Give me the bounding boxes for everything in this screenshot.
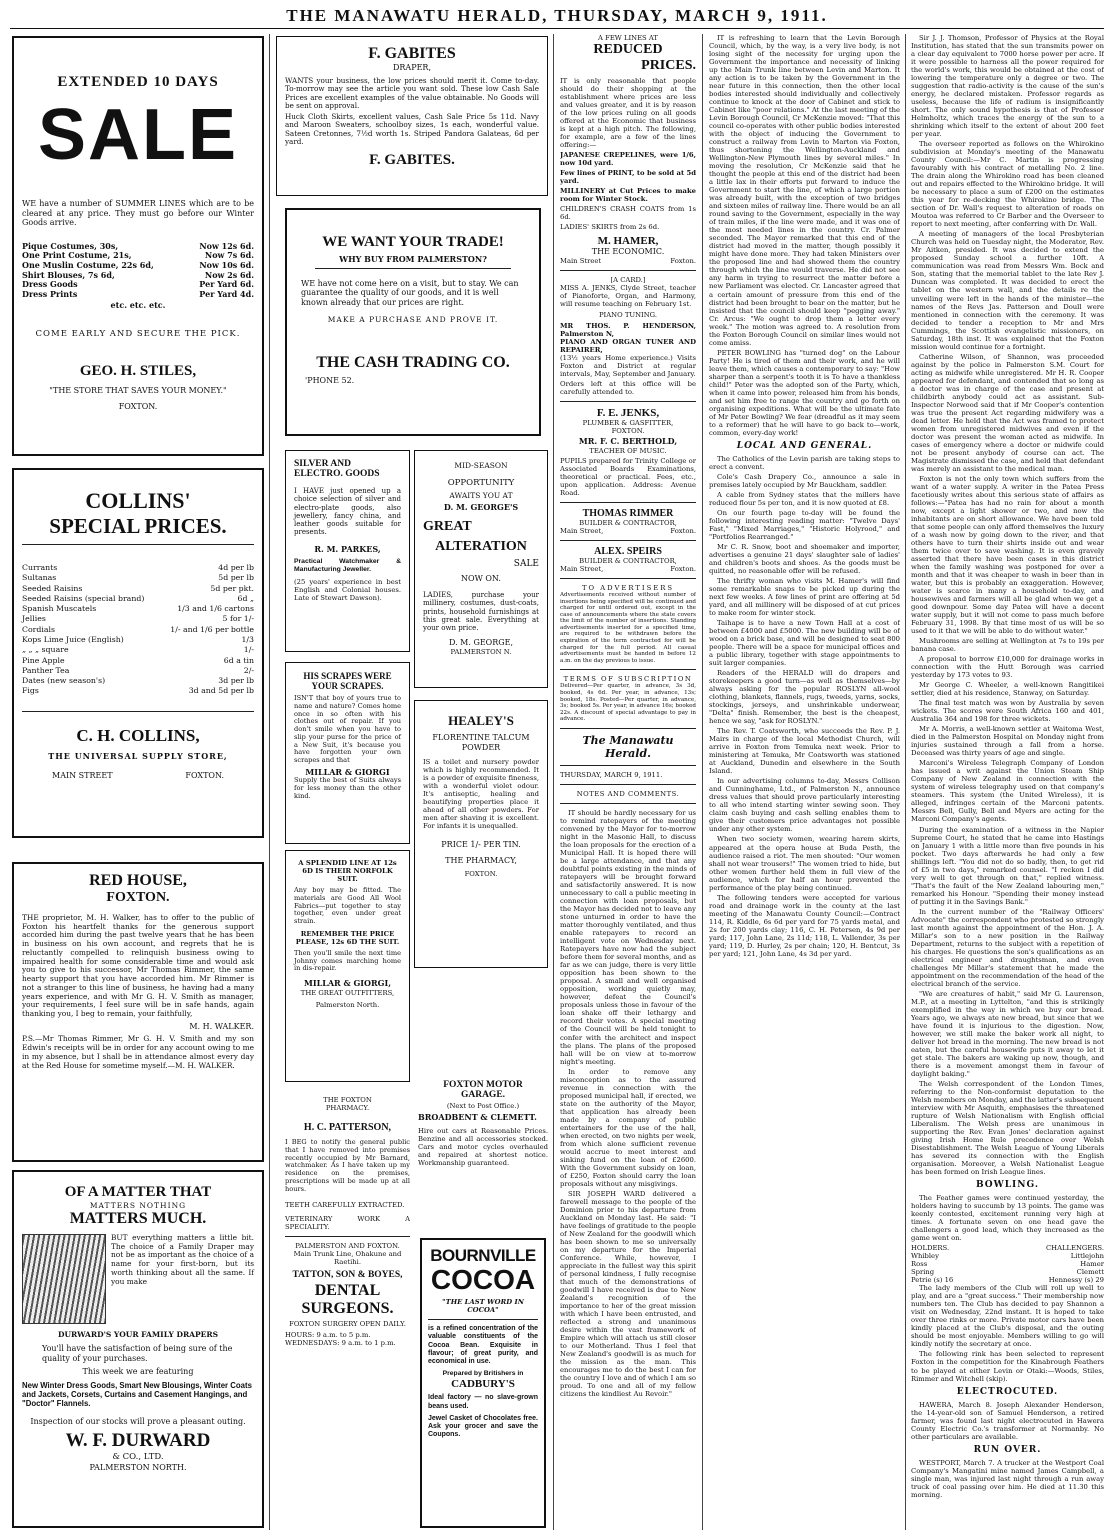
sale-extended: EXTENDED 10 DAYS bbox=[57, 74, 219, 90]
local-item: On our fourth page to-day will be found the following interesting reading matter: "Twelve Days' Fast," "Mixed Marriages," "Historic Holyrood," and "Portfolios Rearranged." bbox=[709, 508, 900, 541]
ad-gabites bbox=[276, 36, 548, 196]
garage-title: FOXTON MOTOR bbox=[443, 1080, 523, 1090]
collins-price: 1/- and 1/6 per bottle bbox=[170, 624, 254, 634]
millar-remember: REMEMBER THE PRICE PLEASE, 12s 6D THE SUIT. bbox=[295, 929, 400, 946]
george-l8: NOW ON. bbox=[461, 573, 501, 583]
bowling-challengers: CHALLENGERS. bbox=[1045, 1244, 1104, 1253]
local-item: Sir J. J. Thomson, Professor of Physics at the Royal Institution, has stated that the sun transmits power on a clear day equivalent to 7000 horse power per acre. If it were possible to harness all the power required for the world's work, this would be obtained at the cost of lowering the temperature only a degree or two. The suggestion that radio-activity is the cause of the sun's energy, he declared mistaken. Professor regards as useless, because the life of radium is insignificantly short. The only sound hypothesis is that of Professor Helmholtz, which traces the energy of the sun to a shrinking which itself to the extent of about 200 feet per year. bbox=[911, 34, 1104, 139]
card-speirs: ALEX. SPEIRS bbox=[594, 545, 662, 557]
bowling-holder: Spring bbox=[911, 1268, 935, 1277]
local-item: The overseer reported as follows on the Whirokino subdivision at Monday's meeting of the Manawatu County Council:—Mr C. Martin is progressing favourably with his contract of metalling No. 2 line. The drain along the Whirokino road has been cleaned out and repairs effected to the Whirokino bridge. It will be necessary to place a sum of £200 on the estimates this year for re-decking the Whirokino bridge. The section of Dr. Wall's request to alteration of roads on Moutoa was referred to Cr Barber and the Overseer to report to next meeting, after conferring with Dr. Wall. bbox=[911, 140, 1104, 229]
durward-title-2: MATTERS NOTHING bbox=[89, 1201, 187, 1210]
local-item: "We are creatures of habit," said Mr G. Laurenson, M.P., at a meeting in Lyttelton, "and this is strikingly exemplified in the way in which we buy our bread. Years ago, we always ate new bread, but since that we have found it is injurious to the digestion. Now, however, we still make the baker work all night, to deliver hot bread in the morning. The new bread is not eaten, but the careful housewife puts it away to let it get stale. The bakers are waking up now, though, and there is a movement amongst them in favour of daylight baking." bbox=[911, 989, 1104, 1078]
local-item: Cole's Cash Drapery Co., announce a sale in premises lately occupied by Mr Bauckham, saddler. bbox=[709, 472, 900, 489]
ad-collins bbox=[12, 468, 264, 838]
garage-sub: (Next to Post Office.) bbox=[446, 1102, 520, 1110]
cash-firm: THE CASH TRADING CO. bbox=[316, 354, 510, 372]
sale-word: SALE bbox=[37, 95, 239, 175]
card-foxton: FOXTON. bbox=[611, 427, 645, 436]
local-item: The following tenders were accepted for various road and drainage work in the county at the last meeting of the Manawatu County Council:—Contract 114, R. Kiddle, 6s 6d per yard for 75 yards metal, and 2s for 200 yards clay; 116, C. H. Petersen, 4s 9d per yard; 117, John Lane, 2s 11d; 118, L. Vallender, 3s per yard; 119, D. Hurley, 2s per chain; 120, H. Bentcut, 3s per yard; 121, John Lane, 4s 3d per yard. bbox=[709, 893, 900, 958]
cocoa-brand: BOURNVILLE bbox=[430, 1246, 536, 1265]
garage-body: Hire out cars at Reasonable Prices. Benzine and all accessories stocked. Cars and motor cycles overhauled and repaired at shortest notice. Workmanship guaranteed. bbox=[418, 1126, 548, 1167]
gabites-sign: F. GABITES. bbox=[369, 152, 455, 169]
sale-item: Dress Goods bbox=[22, 279, 78, 290]
sale-price: Now 12s 6d. bbox=[199, 240, 254, 251]
george-body: LADIES, purchase your millinery, costumes, dust-coats, prints, household furnishings at this great sale. Everything at your own price. bbox=[423, 591, 539, 633]
millar-firm-2: MILLAR & GIORGI, bbox=[303, 978, 392, 989]
collins-price: 3d and 5d per lb bbox=[188, 686, 254, 696]
millar-body: ISN'T that boy of yours true to name and nature? Comes home once in so often with his clothes out of repair. If you don't smile when you have to slip your purse for the price of a New Suit, it's because you have forgotten your own scrapes and that bbox=[294, 694, 401, 765]
bowling-challenger: Hamer bbox=[1080, 1260, 1104, 1269]
local-item: The Welsh correspondent of the London Times, referring to the Non-conformist deputation to the Welsh members on Monday, and the latter's subsequent interview with Mr Asquith, emphasises the threatened rupture of Welsh Nationalism with English official Liberalism. The Welsh press are unanimous in supporting the Rev. Evan Jones' declaration against giving Irish Home Rule precedence over Welsh Disestablishment. The Welsh League of Young Liberals has severed its connection with the English organisation. Moreover, a Welsh Nationalist League has been formed on Irish League lines. bbox=[911, 1079, 1104, 1177]
durward-lines: New Winter Dress Goods, Smart New Blousings, Winter Coats and Jackets, Corsets, Curtains and Casement Hangings, and "Doctor" Flannels. bbox=[22, 1380, 252, 1409]
gabites-sub: DRAPER, bbox=[392, 63, 431, 72]
column-5 bbox=[911, 34, 1104, 1530]
bowling-team-row bbox=[911, 1268, 1104, 1276]
notes-paragraph: IT is refreshing to learn that the Levin Borough Council, which, by the way, is a very live body, is not losing sight of the necessity for urging upon the Government the importance and necessity of linking up the Main Trunk line between Levin and Marton. It any action is to be taken by the Government in the near future in this connection, then the other local bodies interested should individually and collectively continue to knock at the door of Cabinet and stick to Cabinet like "poor relations." At the last meeting of the Levin Borough Council, Cr McKenzie moved: "That this council co-operates with other public bodies interested with the object of inducing the Government to construct a railway from Levin to Marton via Foxton, thus shortening the Wellington-Auckland and Wellington-New Plymouth lines by several miles." In moving the resolution, Cr McKenzie said that he thought the people at this end of the district had been a little lax in their efforts put forward to induce the Government to start the line, of which a large portion was already built, with the exception of two bridges and sixteen miles of railway line. There would be an all round saving to the Government, especially in the way of train miles, if the line were made, and it was one of the most needed lines in the country. Cr. Palmer seconded. The Mayor remarked that this end of the district had moved in the matter, though possibly it might have done more. They had taken Ministers over the proposed line and had showed them the country through which the line would traverse. He did not see any harm in trying to resurrect the matter before a new Parliament was elected. Cr. Lancaster agreed that a certain amount of pressure from this end of the district had been brought to bear on the matter, but he insisted that the council should keep "pegging away." Cr. Arcus: "We ought to drop them a letter every week." The motion was agreed to. A resolution from the Foxton Borough Council on similar lines would not come amiss. bbox=[709, 34, 900, 347]
millar-body-3: Any boy may be fitted. The materials are Good All Wool Fabrics—put together to stay together, even under great strain. bbox=[294, 886, 401, 926]
healey-sub: FLORENTINE TALCUM POWDER bbox=[432, 733, 530, 752]
hamer-head: A FEW LINES AT bbox=[598, 34, 658, 42]
sale-price: Now 7s 6d. bbox=[204, 250, 254, 261]
millar-firm: MILLAR & GIORGI bbox=[305, 766, 390, 777]
hamer-line: Few lines of PRINT, to be sold at 5d yard. bbox=[560, 169, 696, 186]
healey-town: FOXTON. bbox=[464, 869, 498, 878]
patterson-head-2: PHARMACY. bbox=[325, 1104, 370, 1113]
sale-etc: etc. etc. etc. bbox=[110, 300, 166, 311]
bowling-team-header bbox=[911, 1244, 1104, 1252]
redhouse-ps: P.S.—Mr Thomas Rimmer, Mr G. H. V. Smith and my son Edwin's receipts will be in order for any account owing to me in my absence, but I shall be in attendance almost every day at the Red House for sometime myself.—M. H. WALKER. bbox=[22, 1034, 254, 1070]
column-4 bbox=[709, 34, 900, 1530]
notes-paragraph: In order to remove any misconception as to the assured revenue in connection with the proposed municipal hall, if erected, we state on the authority of the Mayor, that application has already been made by a company of public entertainers for the use of the hall, when erected, on two nights per week, from which alone sufficient revenue would accrue to meet interest and sinking fund on the loan of £2600. With the Government subsidy on loan, of £250, Foxton should carry the loan proposals without any misgivings. bbox=[560, 1067, 696, 1188]
sale-intro: WE have a number of SUMMER LINES which are to be cleared at any price. They must go before our Winter Goods arrive. bbox=[22, 199, 254, 228]
column-3 bbox=[560, 34, 696, 1530]
collins-item: Seeded Raisins bbox=[22, 583, 83, 593]
collins-price: 2/- bbox=[243, 665, 254, 675]
ad-durward bbox=[12, 1170, 264, 1528]
sale-item: Dress Prints bbox=[22, 288, 78, 299]
millar-body-2: Supply the best of Suits always for less money than the other kind. bbox=[294, 776, 401, 801]
redhouse-subtitle: FOXTON. bbox=[106, 890, 170, 905]
collins-price: 5d per pkt. bbox=[210, 583, 254, 593]
bowling-challenger: Hennessy (s) 29 bbox=[1048, 1276, 1104, 1285]
ad-george bbox=[414, 450, 548, 688]
bowling-holder: Petrie (s) 16 bbox=[911, 1276, 954, 1285]
parkes-body: I HAVE just opened up a choice selection of silver and electro-plate goods, also jewellery, fancy china, and leather goods suitable for presents. bbox=[294, 487, 401, 537]
collins-price-list bbox=[22, 563, 254, 697]
local-item: In the current number of the "Railway Officers' Advocate" the correspondent who protested so strongly last month against the appointment of the Hon. J. A. Millar's son to a new position in the Railway Department, returns to the subject with a repetition of his charges. He questions the son's qualifications as an electrical engineer and draughtsman, and even challenges Mr Millar's statement that he made the appointment on the recommendation of the head of the electrical branch of the service. bbox=[911, 907, 1104, 988]
bowling-holder: Whibley bbox=[911, 1252, 939, 1261]
cocoa-tagline: "THE LAST WORD IN COCOA" bbox=[442, 1298, 524, 1315]
durward-title-1: OF A MATTER THAT bbox=[64, 1184, 212, 1200]
local-item: Foxton is not the only town which suffers from the want of a water supply. A writer in the Patea Press facetiously writes about this serious state of affairs as follows:—"Patea has had no rain for about a month now, except a light shower or two, and now the inhabitants are on short allowance. We have been told that some people can only afford themselves the luxury of a wash now by going down to the river, and that others have to turn their shirts inside out and wear them twice over to save washing. It is even gravely asserted that there have been cases in this district when the family washing was postponed for over a month and that it was cheaper to wash in beer than in water, but this is probably an exaggeration. However, water is scarce in many a household to-day, and housewives and farmers will all be glad when we get a good downpour. Some day Patea will have a decent water supply, but it will not come to pass much before February 31, 1998. By that time most of us will be so used to it that we will be able to do without water." bbox=[911, 474, 1104, 636]
card-music: TEACHER OF MUSIC. bbox=[589, 446, 667, 455]
collins-address bbox=[52, 771, 224, 781]
collins-price: 3d per lb bbox=[218, 676, 254, 686]
millar-splendid: A SPLENDID LINE AT 12s 6D IS THEIR NORFOLK SUIT. bbox=[298, 859, 397, 884]
cash-body: WE have not come here on a visit, but to stay. We can guarantee the quality of our goods, and it is well known already that our prices are right. bbox=[301, 278, 519, 307]
patterson-dental: DENTAL SURGEONS. bbox=[301, 1282, 394, 1318]
bowling-team-row bbox=[911, 1252, 1104, 1260]
bowling-report: The lady members of the Club will roll up well to play, and are a "great success." Their membership now numbers ten. The Club has decided to pay Shannon a visit on Wednesday, 22nd instant. It is hoped to take over three rinks or more. Private motor cars have been kindly placed at the Club's disposal, and the outing should be most enjoyable. Members willing to go will kindly notify the secretary at once. bbox=[911, 1284, 1104, 1349]
sale-firm: GEO. H. STILES, bbox=[79, 363, 197, 380]
collins-item: Kops Lime Juice (English) bbox=[22, 634, 124, 644]
local-item: A meeting of managers of the local Presbyterian Church was held on Tuesday night, the Moderator, Rev. Mr Aitken, presided. It was decided to extend the proposed Sunday school a further 10ft. A communication was read from Messrs Wm. Bock and Son, stating that the memorial tablet to the late Rev J. Duncan was completed. It was decided to erect the tablet on the western wall, and the details re the unveiling were left in the hands of the minister—the names of the Revs Jas. Patterson and Doull were mentioned in connection with the ceremony. It was decided to tender a reception to Mr and Mrs Cummings, the Scottish evangelistic missioners, on Saturday, 18th inst. It was explained that the Foxton mission would continue for a fortnight. bbox=[911, 230, 1104, 351]
local-item: A cable from Sydney states that the millers have reduced flour 5s per ton, and it is now quoted at £8. bbox=[709, 490, 900, 507]
run-over-head: RUN OVER. bbox=[973, 1444, 1042, 1455]
durward-inspection: Inspection of our stocks will prove a pleasant outing. bbox=[30, 1416, 246, 1426]
masthead-rule bbox=[10, 28, 1104, 29]
card-jenks: MISS A. JENKS, Clyde Street, teacher of Pianoforte, Organ, and Harmony, will resume teaching on February 1st. bbox=[560, 283, 696, 308]
notes-paragraph: PETER BOWLING has "turned dog" on the Labour Party! He is tired of them and their work, and he will leave them, which causes a contemporary to say: "How sharper than a serpent's tooth it is To have a thankless child!" Peter was the adopted son of the Party, which, when it came into power, released him from his bonds, and set him free to range the country and go forth on organising expeditions. What will be the ultimate fate of Mr Peter Bowling? We fear (dreadful as it may seem to a reformer) that he will have to go back to—work, common, every-day work! bbox=[709, 348, 900, 437]
sale-item: Pique Costumes, 30s, bbox=[22, 240, 119, 251]
george-l7: SALE bbox=[513, 558, 539, 569]
hamer-line: MILLINERY at Cut Prices to make room for Winter Stock. bbox=[560, 187, 696, 204]
collins-town: FOXTON. bbox=[185, 771, 224, 781]
local-item: A proposal to borrow £10,000 for drainage works in connection with the Hutt Borough was carried yesterday by 173 votes to 93. bbox=[911, 655, 1104, 680]
gabites-body: WANTS your business, the low prices should merit it. Come to-day. To-morrow may see the article you want sold. These low Cash Sale Prices are excellent examples of the value obtainable. No Goods will be sent on approval. bbox=[285, 75, 539, 111]
ad-red-house bbox=[12, 862, 264, 1162]
collins-price: 6d a tin bbox=[223, 655, 254, 665]
collins-price: 5 for 1/- bbox=[222, 614, 254, 624]
local-item: The Catholics of the Levin parish are taking steps to erect a convent. bbox=[709, 454, 900, 471]
garage-title-2: GARAGE. bbox=[460, 1090, 506, 1100]
sale-item: One Print Costume, 21s, bbox=[22, 250, 132, 261]
patterson-name: H. C. PATTERSON, bbox=[303, 1122, 392, 1134]
sale-item: Shirt Blouses, 7s 6d, bbox=[22, 269, 115, 280]
parkes-trade: Practical Watchmaker & Manufacturing Jeweller. bbox=[294, 558, 401, 574]
collins-title: COLLINS' bbox=[85, 488, 191, 513]
card-label: [A CARD.] bbox=[610, 275, 646, 284]
patterson-office: PALMERSTON AND FOXTON. bbox=[295, 1242, 400, 1251]
card-foxton-2: Foxton. bbox=[670, 526, 696, 535]
gabites-body-2: Huck Cloth Skirts, excellent values, Cash Sale Price 5s 11d. Navy and Maroon Sweaters, schoolboy sizes, 1s each, wonderful value. Sateen Cretonnes, 7½d worth 1s. Striped Pandora Galateas, 6d per yard. bbox=[285, 111, 539, 146]
hamer-head-2: REDUCED bbox=[593, 42, 663, 58]
cash-sub: WHY BUY FROM PALMERSTON? bbox=[339, 254, 487, 264]
local-item: Readers of the HERALD will do drapers and storekeepers a good turn—as well as themselves—by always asking for the popular ROSLYN all-wool clothing, blankets, flannels, rugs, tweeds, yarns, socks, stockings, jerseys, and unshrinkable underwear, "Delta" finish. Remember, the best is the cheapest, hence we say, "ask for ROSLYN." bbox=[709, 669, 900, 726]
card-builder: BUILDER & CONTRACTOR, bbox=[579, 518, 677, 527]
column-divider bbox=[553, 34, 554, 1530]
sale-item: One Muslin Costume, 22s 6d, bbox=[22, 259, 154, 270]
collins-item: „ „ „ square bbox=[22, 645, 69, 655]
collins-price: 6d „ bbox=[237, 593, 254, 603]
collins-price: 4d per lb bbox=[218, 563, 254, 572]
card-main-street: Main Street, bbox=[560, 526, 604, 535]
durward-town: PALMERSTON NORTH. bbox=[89, 1462, 187, 1472]
collins-firm: C. H. COLLINS, bbox=[76, 725, 200, 745]
card-rimmer: THOMAS RIMMER bbox=[582, 507, 674, 519]
card-henderson-2: PIANO AND ORGAN TUNER AND REPAIRER, bbox=[560, 338, 696, 355]
millar-title: HIS SCRAPES WERE bbox=[303, 671, 392, 681]
cocoa-cadbury: CADBURY'S bbox=[451, 1378, 515, 1391]
millar-outfitters: THE GREAT OUTFITTERS, bbox=[300, 988, 395, 997]
electrocuted-report: HAWERA, March 8. Joseph Alexander Henderson, the 14-year-old son of Samuel Henderson, a retired farmer, was found last night electrocuted in Hawera County Electric Co.'s transformer at Normanby. No other particulars are available. bbox=[911, 1400, 1104, 1441]
terms-body: Delivered—Per quarter, in advance, 3s 3d, booked, 4s 6d. Per year, in advance, 13s; booked, 18s. Posted—Per quarter, in advance, 3s; booked 5s. Per year, in advance 16s; booked 22s. A discount of special advantage to pay in advance. bbox=[560, 683, 696, 723]
george-town: PALMERSTON N. bbox=[450, 648, 512, 657]
cocoa-body: is a refined concentration of the valuable constituents of the Cocoa Bean. Exquisite in flavour; of great purity, and economical in use. bbox=[428, 1325, 538, 1366]
hamer-head-3: PRICES. bbox=[641, 58, 696, 74]
parkes-firm: R. M. PARKES, bbox=[314, 543, 381, 554]
bowling-report: The Feather games were continued yesterday, the holders having to succumb by 13 points. The game was keenly contested, excitement running very high at times. A fortunate seven on one head gave the challengers a good lead, which they increased as the game went on. bbox=[911, 1194, 1104, 1243]
advertisers-head: TO ADVERTISERS bbox=[582, 583, 674, 592]
durward-title-3: MATTERS MUCH. bbox=[69, 1210, 207, 1227]
terms-head: TERMS OF SUBSCRIPTION bbox=[563, 675, 693, 684]
collins-item: Sultanas bbox=[22, 573, 57, 583]
bowling-holder: Ross bbox=[911, 1260, 928, 1269]
advertisers-body: Advertisements received without number of insertions being specified will be continued and charged for until ordered out, except in the case of announcements where the state covers the limit of the number of insertions. Standing advertisements inserted for a specified time, are required to be withdrawn before the expiration of the term contracted for will be charged for the full period. All casual advertisements must be handed in before 12 a.m. on the day previous to issue. bbox=[560, 591, 696, 664]
durward-firm: W. F. DURWARD bbox=[65, 1430, 211, 1452]
card-main-street-2: Main Street, bbox=[560, 564, 604, 573]
patterson-head: THE FOXTON bbox=[323, 1096, 372, 1104]
card-foxton-3: Foxton. bbox=[670, 564, 696, 573]
bowling-team-row bbox=[911, 1276, 1104, 1284]
millar-title-2: YOUR SCRAPES. bbox=[311, 681, 384, 691]
cocoa-ideal: Ideal factory — no slave-grown beans used. bbox=[428, 1394, 538, 1410]
sale-town: FOXTON. bbox=[118, 401, 158, 411]
ad-millar-giorgi-2 bbox=[285, 850, 410, 1082]
notes-paragraph: SIR JOSEPH WARD delivered a farewell message to the people of the Dominion prior to his departure from Auckland on Monday last. He said: "I have feelings of gratitude to the people of New Zealand for the goodwill which has been shown to me so universally on my departure for the Imperial Conference. While, however, I appreciate in the fullest way this spirit of personal kindness, I fully recognise that much of the demonstrations of goodwill I have received is due to New Zealand's recognition of the importance to her of the great mission with which I have been entrusted, and reflected a strong and unanimous desire within the vast framework of Empire which will attach us still closer to our Motherland. Thus I feel that New Zealand's goodwill is as much for the mission as the man. This encourages me to do the best I can for the country I love and of which I am so proud. To one and all of my fellow citizens the kindliest Au Revoir." bbox=[560, 1189, 696, 1399]
healey-body: IS a toilet and nursery powder which is highly recommended. It is a powder of exquisite fineness, with a wonderful violet odour. It's antiseptic, healing and beautifying properties place it ahead of all other powders. For men after shaving it is excellent. For infants it is unequalled. bbox=[423, 758, 539, 831]
hamer-line: CHILDREN'S CRASH COATS from 1s 6d. bbox=[560, 205, 696, 222]
local-item: During the examination of a witness in the Napier Supreme Court, he stated that he came into Hastings on January 1 with a little more than five pounds in his pocket. Two days afterwards he had only a few shillings left. "You did not do so badly, then, to get rid of £5 in two days," remarked counsel. "I reckon I did very well to get through on that," replied witness. "That's the fault of the New Zealand labouring men," remarked his Honour. "Spending their money instead of putting it in the Savings Bank." bbox=[911, 825, 1104, 906]
run-over-report: WESTPORT, March 7. A trucker at the Westport Coal Company's Mangatini mine named James Campbell, a single man, was injured last night through a run away truck of coal passing over him. He died at 11.30 this morning. bbox=[911, 1458, 1104, 1499]
durward-ltd: & CO., LTD. bbox=[112, 1452, 164, 1463]
bowling-challenger: Littlejohn bbox=[1070, 1252, 1104, 1261]
local-item: In our advertising columns to-day, Messrs Collison and Cunninghame, Ltd., of Palmerston N., announce dress values that should prove particularly interesting to all who intend starting winter sewing soon. They claim cash buying and cash selling enables them to give their customers price advantages not possible under any other system. bbox=[709, 777, 900, 834]
patterson-surgery: FOXTON SURGERY OPEN DAILY. bbox=[289, 1320, 406, 1329]
sale-price: Now 10s 6d. bbox=[199, 259, 254, 270]
ad-patterson bbox=[285, 1096, 410, 1528]
herald-title: The Manawatu Herald. bbox=[582, 734, 674, 761]
healey-title: HEALEY'S bbox=[448, 713, 514, 728]
cash-phone: 'PHONE 52. bbox=[305, 376, 355, 386]
george-l5: GREAT bbox=[423, 518, 472, 534]
george-l6: ALTERATION bbox=[435, 538, 527, 554]
local-item: Mr A. Morris, a well-known settler at Waitoma West, died in the Palmerston Hospital on Monday night from injuries sustained through a fall from a horse. Deceased was thirty years of age and single. bbox=[911, 725, 1104, 758]
card-orders: Orders left at this office will be carefully attended to. bbox=[560, 380, 696, 397]
collins-item: Figs bbox=[22, 686, 39, 696]
herald-date: THURSDAY, MARCH 9, 1911. bbox=[560, 771, 663, 780]
ad-garage bbox=[418, 1080, 548, 1200]
card-plumber: PLUMBER & GASFITTER, bbox=[582, 419, 674, 428]
local-item: Taihape is to have a new Town Hall at a cost of between £4000 and £5000. The new building will be of wood on a brick base, and will be designed to seat 800 people. There will be a space for municipal offices and a public library, together with stage appointments to suit larger companies. bbox=[709, 619, 900, 668]
local-general-head: LOCAL AND GENERAL. bbox=[736, 440, 873, 451]
durward-body: BUT everything matters a little bit. The choice of a Family Draper may not be as important as the choice of a name for your first-born, but its worth thinking about all the same. If you make bbox=[111, 1233, 254, 1286]
collins-item: Dates (new season's) bbox=[22, 676, 106, 686]
collins-price: 1/3 and 1/6 cartons bbox=[177, 604, 254, 614]
electrocuted-head: ELECTROCUTED. bbox=[956, 1386, 1059, 1397]
card-berthold: MR. F. C. BERTHOLD, bbox=[578, 436, 678, 447]
millar-body-4: Then you'll smile the next time Johnny comes marching home in dis-repair. bbox=[294, 948, 401, 973]
hamer-firm: M. HAMER, bbox=[597, 235, 659, 248]
collins-price: 1/- bbox=[243, 645, 254, 655]
cash-title: WE WANT YOUR TRADE! bbox=[322, 234, 504, 250]
durward-drapers: DURWARD'S YOUR FAMILY DRAPERS bbox=[57, 1330, 219, 1339]
collins-item: Jellies bbox=[22, 614, 46, 624]
column-divider bbox=[702, 34, 703, 1530]
patterson-firm: TATTON, SON & BOYES, bbox=[292, 1270, 403, 1281]
bowling-team-row bbox=[911, 1260, 1104, 1268]
redhouse-title: RED HOUSE, bbox=[89, 872, 187, 889]
card-pupils: PUPILS prepared for Trinity College or Associated Boards Examinations, theoretical or practical. Fees, etc., upon application. Address: Avenue Road. bbox=[560, 456, 696, 497]
bowling-head: BOWLING. bbox=[976, 1180, 1039, 1191]
george-l1: MID-SEASON bbox=[454, 461, 508, 470]
collins-item: Cordials bbox=[22, 624, 56, 634]
notes-paragraph: IT should be hardly necessary for us to remind ratepayers of the meeting convened by the Mayor for to-morrow night in the Masonic Hall, to discuss the loan proposals for the erection of a Municipal Hall. It is hoped there will be a large attendance, and that any doubtful points existing in the minds of ratepayers will be brought forward and satisfactorily answered. It is now unnecessary to call a public meeting in connection with loan proposals, but the Mayor has decided not to leave any stone unturned in order to have the matter thoroughly ventilated, and thus enable ratepayers to record an intelligent vote on Wednesday next. Ratepayers have now had the subject before them for several months, and as far as we can judge, there is very little opposition has been shown to the proposal. A small and well organised opposition, working quietly may, however, defeat the Council's proposals unless those in favour of the loan shake off their lethargy and record their votes. A special meeting of the Council will be held tonight to confer with the architect and inspect the plans. The plans of the proposed hall will be on view at to-morrow night's meeting. bbox=[560, 809, 696, 1066]
bowling-report: The following rink has been selected to represent Foxton in the competition for the Kinabrough Feathers to be played at either Levin or Otaki:—Woods, Stiles, Rimmer and Witchell (skip). bbox=[911, 1350, 1104, 1383]
patterson-office-2: Main Trunk Line, Ohakune and Raetihi. bbox=[293, 1250, 402, 1267]
healey-price: PRICE 1/- PER TIN. bbox=[441, 840, 521, 850]
cocoa-prepared: Prepared by Britishers in bbox=[442, 1370, 524, 1378]
millar-town: Palmerston North. bbox=[315, 1000, 380, 1009]
parkes-experience: (25 years' experience in best English and Colonial houses. Late of Stewart Dawson). bbox=[294, 578, 401, 603]
local-item: Mr George C. Wheeler, a well-known Rangitikei settler, died at his residence, Stanway, on Saturday. bbox=[911, 681, 1104, 698]
ad-stiles-sale bbox=[12, 36, 264, 456]
hamer-town: Foxton. bbox=[670, 256, 696, 265]
sale-come-early: COME EARLY AND SECURE THE PICK. bbox=[35, 328, 241, 339]
local-item: Mr C. R. Snow, boot and shoemaker and importer, advertises a genuine 21 days' slaughter sale of ladies' and children's boots and shoes. As the goods must be quitted, no reasonable offer will be refused. bbox=[709, 542, 900, 575]
coat-illustration bbox=[22, 1234, 106, 1324]
notes-head: NOTES AND COMMENTS. bbox=[576, 790, 680, 799]
card-henderson: MR THOS. P. HENDERSON, Palmerston N, bbox=[560, 321, 696, 338]
local-item: When two society women, wearing harem skirts, appeared at the opera house at Buda Pesth, the audience raised a riot. The men shouted: "Our women shall not wear trousers!" The women tried to hide, but other women further held them in full view of the audience, which for half an hour prevented the performance of the play being continued. bbox=[709, 835, 900, 892]
redhouse-signature: M. H. WALKER. bbox=[189, 1021, 254, 1031]
garage-firm: BROADBENT & CLEMETT. bbox=[418, 1112, 537, 1123]
ad-cash-trading bbox=[285, 208, 541, 436]
sale-slogan: "THE STORE THAT SAVES YOUR MONEY." bbox=[49, 386, 227, 396]
george-l4: D. M. GEORGE'S bbox=[443, 502, 519, 513]
patterson-teeth: TEETH CAREFULLY EXTRACTED. bbox=[285, 1201, 405, 1210]
patterson-body: I BEG to notify the general public that I have removed into premises recently occupied by Mr Barnard, watchmaker. As I have taken up my residence on the premises, prescriptions will be made up at all hours. bbox=[285, 1138, 410, 1193]
collins-street: MAIN STREET bbox=[52, 771, 113, 781]
local-item: Marconi's Wireless Telegraph Company of London has issued a writ against the Union Steam Ship Company of New Zealand in connection with the system of wireless telegraphy used on that company's steamers. This system (the United Wireless), it is alleged, infringes certain of the Marconi patents. Messrs Bell, Gully, Bell and Myers are acting for the Marconi Company's agents. bbox=[911, 759, 1104, 824]
collins-store: THE UNIVERSAL SUPPLY STORE, bbox=[48, 750, 228, 761]
sale-price: Now 2s 6d. bbox=[204, 269, 254, 280]
sale-price: Per Yard 4d. bbox=[199, 288, 254, 299]
patterson-hours: HOURS: 9 a.m. to 5 p.m. bbox=[285, 1330, 371, 1339]
patterson-vet: VETERINARY WORK A SPECIALITY. bbox=[285, 1215, 410, 1232]
redhouse-body: THE proprietor, M. H. Walker, has to offer to the public of Foxton his heartfelt thanks for the generous support accorded him during the past twelve years that he has been in business on his own account, and regrets that he is reluctantly compelled to relinquish business owing to impaired health for some considerable time and would ask you to give to his successor, Mr Thomas Rimmer, the same hearty support that you have accorded him. Mr Rimmer is not a stranger to this line of business, he having had a many years experience, and with Mr G. H. V. Smith as manager, your requirements, I feel sure will be in safe hands, again thanking you, I beg to remain, your faithfully, bbox=[22, 913, 254, 1019]
collins-item: Panther Tea bbox=[22, 665, 70, 675]
card-henderson-3: (13½ years Home experience.) Visits Foxton and District at regular intervals, May, September and January. bbox=[560, 354, 696, 379]
collins-item: Pine Apple bbox=[22, 655, 65, 665]
ad-millar-giorgi bbox=[285, 662, 410, 844]
ad-parkes bbox=[285, 450, 410, 652]
hamer-body: IT is only reasonable that people should do their shopping at the establishment where prices are less and values greater, and it is by reason of the low prices ruling on all goods offered at the Economic that business is kept at a high pitch. The following, for example, are a few of the lines offering:— bbox=[560, 77, 696, 150]
ad-bournville-cocoa bbox=[420, 1238, 546, 1528]
collins-item: Seeded Raisins (special brand) bbox=[22, 593, 145, 603]
collins-subtitle: SPECIAL PRICES. bbox=[49, 514, 227, 538]
george-firm: D. M. GEORGE, bbox=[448, 638, 514, 648]
hamer-line: LADIES' SKIRTS from 2s 6d. bbox=[560, 223, 660, 232]
card-fe-jenks: F. E. JENKS, bbox=[596, 407, 660, 420]
sale-price: Per Yard 6d. bbox=[199, 279, 254, 290]
durward-featuring: This week we are featuring bbox=[82, 1367, 194, 1377]
collins-price: 1/3 bbox=[241, 634, 254, 644]
hamer-line: JAPANESE CREPELINES, were 1/6, now 10d yard. bbox=[560, 151, 696, 168]
parkes-title-2: ELECTRO. GOODS bbox=[294, 469, 380, 479]
masthead: THE MANAWATU HERALD, THURSDAY, MARCH 9, 1911. bbox=[286, 6, 828, 25]
parkes-title: SILVER AND bbox=[294, 459, 351, 469]
local-item: The thrifty woman who visits M. Hamer's will find some remarkable snaps to be picked up during the next few weeks. A few lines of print are offering at 5d yard, and all millinery will be disposed of at cut prices to make room for winter stock. bbox=[709, 577, 900, 618]
cocoa-jewel: Jewel Casket of Chocolates free. Ask your grocer and save the Coupons. bbox=[428, 1414, 538, 1439]
hamer-street: Main Street bbox=[560, 256, 602, 265]
healey-firm: THE PHARMACY, bbox=[445, 855, 517, 865]
local-item: The final test match was won by Australia by seven wickets. The scores were South Africa 160 and 401, Australia 364 and 198 for three wickets. bbox=[911, 699, 1104, 724]
sale-price-list bbox=[22, 242, 254, 311]
bowling-holders: HOLDERS. bbox=[911, 1244, 950, 1253]
local-item: Catherine Wilson, of Shannon, was proceeded against by the police in Palmerston S.M. Court for acting as midwife while unregistered. Mr H. R. Cooper appeared for defendant, and contended that so long as a doctor was in charge of the case and present at childbirth anybody could act as assistant. Sub-Inspector Norwood said that if Mr Cooper's contention was true the present Act regarding midwifery was a dead letter. He held that the Act was framed to protect women from unregistered midwives and even if the doctor was present the woman acted as midwife. In cases of emergency where a doctor or midwife could not be present anybody of course can act. The Magistrate dismissed the case, and held that defendant was merely an assistant to the medical man. bbox=[911, 352, 1104, 473]
collins-item: Spanish Muscatels bbox=[22, 604, 97, 614]
gabites-title: F. GABITES bbox=[368, 45, 456, 62]
ad-healey bbox=[414, 700, 548, 968]
cash-make: MAKE A PURCHASE AND PROVE IT. bbox=[327, 315, 499, 325]
card-tuning: PIANO TUNING. bbox=[598, 310, 658, 319]
george-l3: AWAITS YOU AT bbox=[449, 491, 513, 501]
cocoa-brand-2: COCOA bbox=[430, 1264, 536, 1295]
local-item: The Rev. T. Coatsworth, who succeeds the Rev. P. J. Mairs in charge of the local Methodist Church, will arrive in Foxton from Temuka next week. Prior to ministering at Temuka, Mr Coatsworth was stationed at Auckland, Dunedin and elsewhere in the South Island. bbox=[709, 727, 900, 776]
local-item: Mushrooms are selling at Wellington at 7s to 19s per banana case. bbox=[911, 637, 1104, 654]
george-l2: OPPORTUNITY bbox=[447, 478, 515, 488]
card-builder-2: BUILDER & CONTRACTOR, bbox=[579, 556, 677, 565]
bowling-challenger: Clemett bbox=[1076, 1268, 1104, 1277]
column-divider bbox=[905, 34, 906, 1530]
patterson-wednesdays: WEDNESDAYS: 9 a.m. to 1 p.m. bbox=[285, 1338, 396, 1347]
collins-price: 5d per lb bbox=[218, 573, 254, 583]
durward-satisfaction: You'll have the satisfaction of being sure of the quality of your purchases. bbox=[42, 1344, 233, 1363]
column-divider bbox=[269, 34, 270, 1530]
collins-item: Currants bbox=[22, 563, 58, 572]
hamer-sub: THE ECONOMIC. bbox=[591, 247, 665, 257]
